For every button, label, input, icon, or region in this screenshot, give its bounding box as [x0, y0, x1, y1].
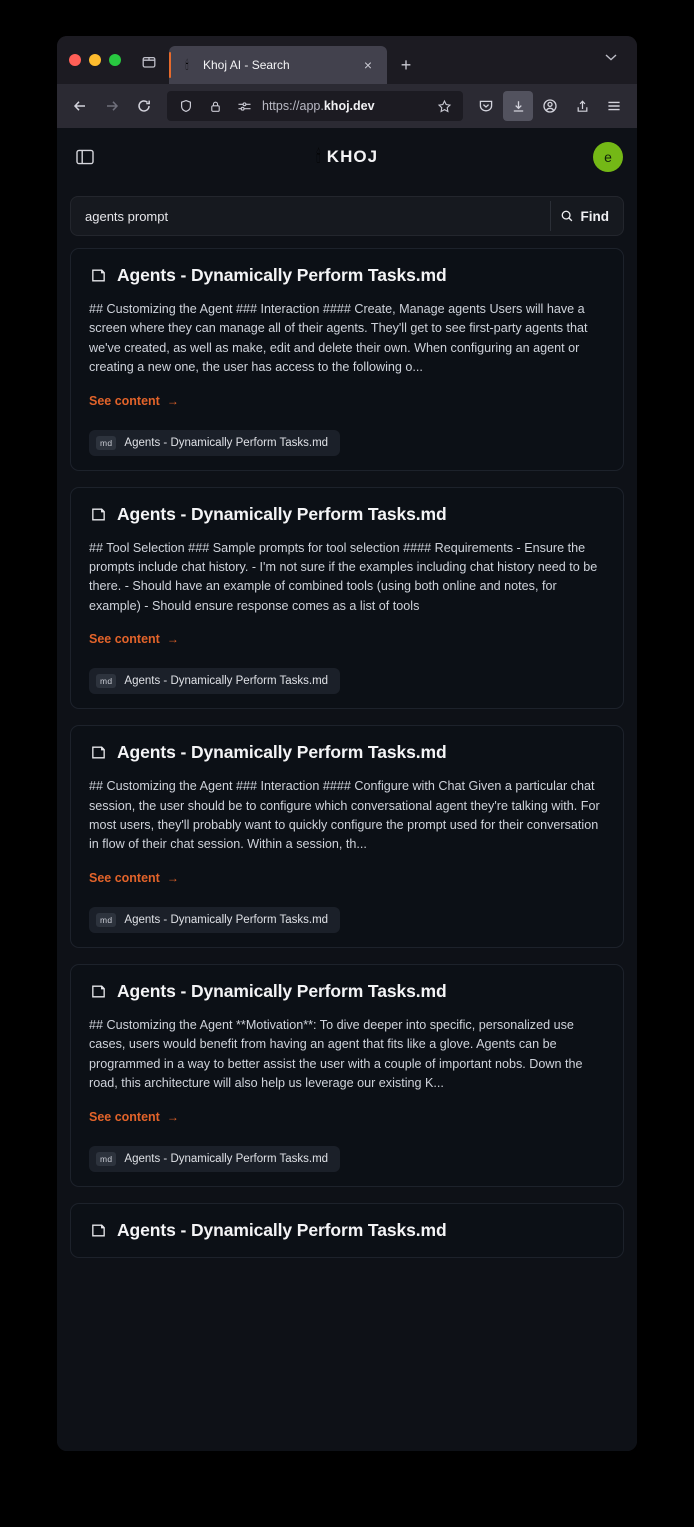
maximize-window-button[interactable] — [109, 54, 121, 66]
url-text: https://app.khoj.dev — [262, 99, 375, 113]
note-icon — [89, 1221, 107, 1239]
address-bar[interactable] — [167, 91, 463, 121]
see-content-label: See content — [89, 1109, 160, 1124]
source-chip-label: Agents - Dynamically Perform Tasks.md — [124, 675, 329, 688]
result-header — [89, 742, 605, 763]
new-tab-button[interactable]: + — [400, 54, 412, 75]
result-header — [89, 981, 605, 1002]
list-all-tabs-icon[interactable] — [595, 41, 627, 73]
find-button[interactable] — [550, 201, 620, 231]
search-results-list — [57, 236, 637, 1451]
result-source-row — [89, 907, 605, 933]
result-title: Agents - Dynamically Perform Tasks.md — [117, 742, 447, 763]
khoj-favicon: 🕯 — [185, 57, 189, 72]
tab-strip-right — [595, 36, 627, 84]
tab-strip — [57, 36, 637, 84]
result-title: Agents - Dynamically Perform Tasks.md — [117, 503, 447, 524]
result-snippet: ## Customizing the Agent **Motivation**: To dive deeper into specific, personalized use cases, users would benefit from having an agent that fits like a glove. Agents can be programmed in a way to better assist the user with a couple of important nobs. Down the road, this architecture will also help us leverage our existing K... — [89, 1017, 583, 1091]
result-card[interactable] — [70, 487, 624, 710]
see-content-link[interactable] — [89, 871, 179, 885]
page-content — [57, 128, 637, 1451]
source-chip-label: Agents - Dynamically Perform Tasks.md — [124, 1152, 329, 1165]
note-icon — [89, 267, 107, 285]
lock-icon — [204, 95, 226, 117]
firefox-view-icon[interactable] — [133, 46, 165, 78]
see-content-link[interactable] — [89, 632, 179, 646]
result-snippet: ## Customizing the Agent ### Interaction #### Create, Manage agents Users will have a screen where they can manage all of their agents. They'll get to see first-party agents that we've created, as well as make, edit and delete their own. When configuring an agent or creating a new one, the user has access to the following o... — [89, 302, 588, 375]
forward-icon[interactable] — [97, 91, 127, 121]
source-chip[interactable] — [89, 430, 340, 456]
see-content-label: See content — [89, 393, 160, 408]
file-type-badge: md — [96, 674, 116, 688]
result-snippet: ## Tool Selection ### Sample prompts for tool selection #### Requirements - Ensure the prompts include chat history. - I'm not sure if the examples including chat history need to be there. - Should have an example of combined tools (using both online and notes, for example) - Should ensure response comes as a list of tools — [89, 540, 598, 613]
note-icon — [89, 982, 107, 1000]
brand-name: KHOJ — [326, 147, 379, 166]
arrow-right-icon: → — [166, 393, 179, 408]
result-card[interactable] — [70, 725, 624, 948]
see-content-label: See content — [89, 632, 160, 647]
window-controls — [69, 36, 133, 84]
find-button-label: Find — [580, 208, 609, 224]
tab-title: Khoj AI - Search — [203, 58, 290, 72]
reload-icon[interactable] — [129, 91, 159, 121]
file-type-badge: md — [96, 1152, 116, 1166]
see-content-link[interactable] — [89, 1110, 179, 1124]
close-icon[interactable]: × — [363, 57, 373, 73]
result-source-row — [89, 1146, 605, 1172]
source-chip-label: Agents - Dynamically Perform Tasks.md — [124, 436, 329, 449]
app-menu-icon[interactable] — [599, 91, 629, 121]
result-card[interactable] — [70, 1203, 624, 1258]
result-card[interactable] — [70, 248, 624, 471]
account-icon[interactable] — [535, 91, 565, 121]
file-type-badge: md — [96, 913, 116, 927]
result-header — [89, 1220, 605, 1241]
navigation-toolbar — [57, 84, 637, 128]
brand — [57, 147, 637, 167]
share-icon[interactable] — [567, 91, 597, 121]
arrow-right-icon: → — [166, 1109, 179, 1124]
search-input[interactable]: agents prompt — [85, 208, 169, 224]
arrow-right-icon: → — [166, 632, 179, 647]
browser-window — [57, 36, 637, 1451]
file-type-badge: md — [96, 436, 116, 450]
result-header — [89, 504, 605, 525]
close-window-button[interactable] — [69, 54, 81, 66]
see-content-link[interactable] — [89, 394, 179, 408]
sidebar-toggle-icon[interactable] — [71, 144, 99, 170]
bookmark-star-icon[interactable] — [433, 95, 455, 117]
result-header — [89, 265, 605, 286]
search-section — [57, 186, 637, 236]
permissions-icon[interactable] — [233, 95, 255, 117]
khoj-logo-icon: 🕯 — [315, 147, 321, 166]
note-icon — [89, 744, 107, 762]
pocket-icon[interactable] — [471, 91, 501, 121]
minimize-window-button[interactable] — [89, 54, 101, 66]
result-title: Agents - Dynamically Perform Tasks.md — [117, 265, 447, 285]
source-chip[interactable] — [89, 1146, 340, 1172]
see-content-label: See content — [89, 870, 160, 885]
app-header — [57, 128, 637, 186]
result-snippet: ## Customizing the Agent ### Interaction #### Configure with Chat Given a particular chat session, the user should be to configure which conversational agent they're talking with. For most users, they'll probably want to quickly configure the prompt used for their conversation in flow of their chat session. Within a session, th... — [89, 779, 600, 852]
result-title: Agents - Dynamically Perform Tasks.md — [117, 1219, 447, 1240]
downloads-icon[interactable] — [503, 91, 533, 121]
result-title: Agents - Dynamically Perform Tasks.md — [117, 980, 447, 1001]
source-chip-label: Agents - Dynamically Perform Tasks.md — [124, 913, 329, 926]
shield-icon[interactable] — [175, 95, 197, 117]
result-card[interactable] — [70, 964, 624, 1187]
back-icon[interactable] — [65, 91, 95, 121]
source-chip[interactable] — [89, 668, 340, 694]
arrow-right-icon: → — [166, 870, 179, 885]
avatar[interactable]: e — [593, 142, 623, 172]
browser-tab[interactable] — [169, 46, 387, 84]
search-box[interactable] — [70, 196, 624, 236]
note-icon — [89, 505, 107, 523]
result-source-row — [89, 430, 605, 456]
result-source-row — [89, 668, 605, 694]
source-chip[interactable] — [89, 907, 340, 933]
search-icon — [560, 209, 574, 223]
